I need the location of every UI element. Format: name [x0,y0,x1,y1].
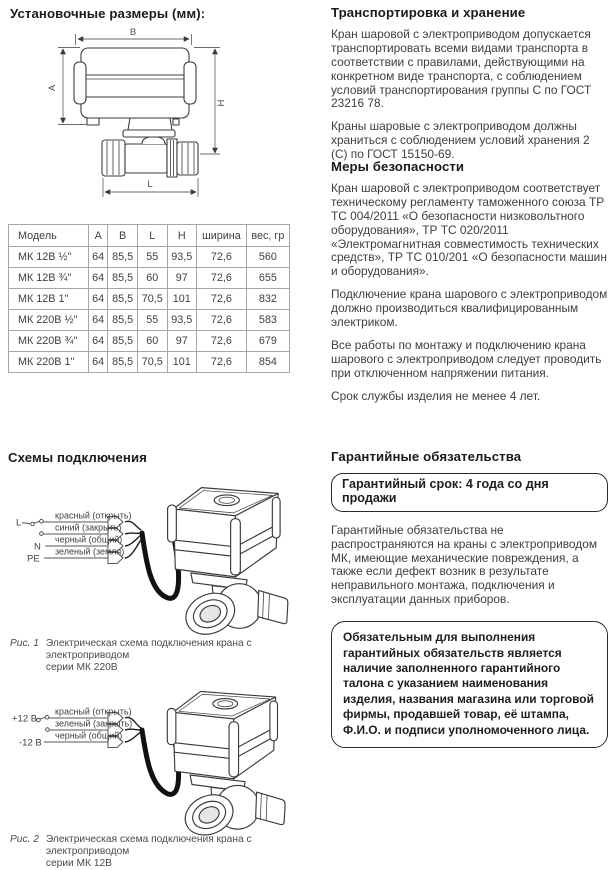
table-cell: 72,6 [197,247,247,268]
table-row [9,247,290,268]
table-cell: МК 220В 1" [9,352,89,373]
safety-paragraph: Все работы по монтажу и подключению крана шарового с электроприводом следует проводить при отключенном напряжении питания. [331,339,608,381]
valve-dimension-drawing [38,26,293,224]
table-cell: 70,5 [137,352,167,373]
dim-label-a: A [47,84,58,91]
wiring-diagram-mk220 [8,476,308,636]
safety-paragraph: Подключение крана шарового с электроприводом должно производиться квалифицированным электриком. [331,288,608,330]
table-cell: 101 [167,352,197,373]
wiring-diagram-mk12 [8,682,308,832]
table-cell: 97 [167,331,197,352]
table-cell: МК 220В ½" [9,310,89,331]
warranty-note-box: Обязательным для выполнения гарантийных обязательств является наличие заполненного гарантийного талона с указанием наименования изделия, названия магазина или торговой фирмы, продавшей товар, её штампа, Ф.И.О. и подписи уполномоченного лица. [331,621,608,748]
table-cell: 85,5 [108,331,138,352]
safety-title: Меры безопасности [331,160,608,174]
wire-label-green: зеленый (закрыть) [55,719,132,729]
table-cell: 101 [167,289,197,310]
power-cable [142,533,179,598]
table-cell: 55 [137,247,167,268]
table-cell: МК 12В ¾" [9,268,89,289]
table-cell: МК 12В 1" [9,289,89,310]
wire-label-red: красный (открыть) [55,707,132,717]
valve-illustration [167,691,285,842]
dim-label-b: B [130,27,136,38]
table-cell: 64 [89,331,108,352]
table-header-row [9,225,290,247]
table-row [9,268,290,289]
dimensions-table [8,224,290,373]
table-cell: 85,5 [108,268,138,289]
wire-label-black: черный (общий) [55,731,122,741]
safety-paragraph: Срок службы изделия не менее 4 лет. [331,390,608,404]
table-cell: 85,5 [108,289,138,310]
figure2-label: Рис. 2 [10,834,39,870]
terminal-label-L: L [16,518,21,529]
valve-illustration [168,488,288,642]
table-cell: 72,6 [197,310,247,331]
figure2-caption: Рис. 2 Электрическая схема подключения крана с электроприводом серии МК 12В [10,834,310,870]
table-cell: 93,5 [167,247,197,268]
table-cell: 97 [167,268,197,289]
table-cell: 85,5 [108,247,138,268]
table-cell: 60 [137,268,167,289]
table-cell: 832 [246,289,289,310]
dim-label-h: H [216,99,227,106]
column-header: H [167,225,197,247]
table-cell: 854 [246,352,289,373]
table-cell: 85,5 [108,310,138,331]
wire-label-red: красный (открыть) [55,511,132,521]
column-header: вес, гр [246,225,289,247]
terminal-label-plus12: +12 В [12,714,37,725]
column-header: L [137,225,167,247]
table-cell: 70,5 [137,289,167,310]
table-row [9,310,290,331]
table-row [9,352,290,373]
column-header: A [89,225,108,247]
wire-ends [125,521,142,558]
dimensions-title: Установочные размеры (мм): [10,6,205,21]
table-cell: 64 [89,310,108,331]
column-header: Модель [9,225,89,247]
figure1-caption: Рис. 1 Электрическая схема подключения крана с электроприводом серии МК 220В [10,638,310,674]
terminal-label-N: N [34,542,41,553]
wire-label-black: черный (общий) [55,535,122,545]
column-header: ширина [197,225,247,247]
table-cell: 93,5 [167,310,197,331]
column-header: B [108,225,138,247]
table-cell: 64 [89,352,108,373]
table-cell: 64 [89,247,108,268]
terminal-label-PE: PE [27,554,40,565]
terminal-label-minus12: -12 В [19,738,42,749]
table-cell: 55 [137,310,167,331]
table-cell: 72,6 [197,289,247,310]
figure1-label: Рис. 1 [10,638,39,674]
table-cell: 72,6 [197,268,247,289]
table-cell: 64 [89,268,108,289]
table-cell: 679 [246,331,289,352]
schemes-title: Схемы подключения [8,450,147,465]
warranty-title: Гарантийные обязательства [331,450,608,464]
table-cell: 560 [246,247,289,268]
table-cell: 64 [89,289,108,310]
table-row [9,331,290,352]
table-cell: 60 [137,331,167,352]
table-cell: МК 12В ½" [9,247,89,268]
dim-label-l: L [147,179,152,190]
table-cell: 72,6 [197,352,247,373]
transport-paragraph: Кран шаровой с электроприводом допускается транспортировать всеми видами транспорта в соответствии с правилами, действующими на конкретном виде транспорта, с соблюдением условий транспортирования группы С по ГОСТ 23216 78. [331,28,608,111]
transport-paragraph: Краны шаровые с электроприводом должны храниться с соблюдением условий хранения 2 (С) по ГОСТ 15150-69. [331,120,608,162]
dimensions-table-body [9,247,290,373]
valve-front-outline [74,48,198,177]
table-cell: 583 [246,310,289,331]
safety-paragraph: Кран шаровой с электроприводом соответствует техническому регламенту таможенного союза ТР ТС 004/2011 «О безопасности низковольтного оборудования», ТР ТС 020/2011 «Электромагнитная совместимость технических средств», ТР ТС 010/201 «О безопасности машин и оборудования». [331,182,608,279]
warranty-section [331,450,608,748]
table-cell: 72,6 [197,331,247,352]
wire-label-blue: синий (закрыть) [55,523,121,533]
table-cell: МК 220В ¾" [9,331,89,352]
table-row [9,289,290,310]
warranty-paragraph: Гарантийные обязательства не распространяются на краны с электроприводом МК, имеющие механические повреждения, а также если дефект возник в результате неправильного монтажа, подключения и эксплуатации данных приборов. [331,524,608,607]
warranty-term-badge: Гарантийный срок: 4 года со дня продажи [331,473,608,512]
transport-title: Транспортировка и хранение [331,6,608,20]
wire-label-green: зеленый (земля) [55,547,124,557]
transport-section [331,6,608,171]
table-cell: 85,5 [108,352,138,373]
safety-section [331,160,608,413]
table-cell: 655 [246,268,289,289]
